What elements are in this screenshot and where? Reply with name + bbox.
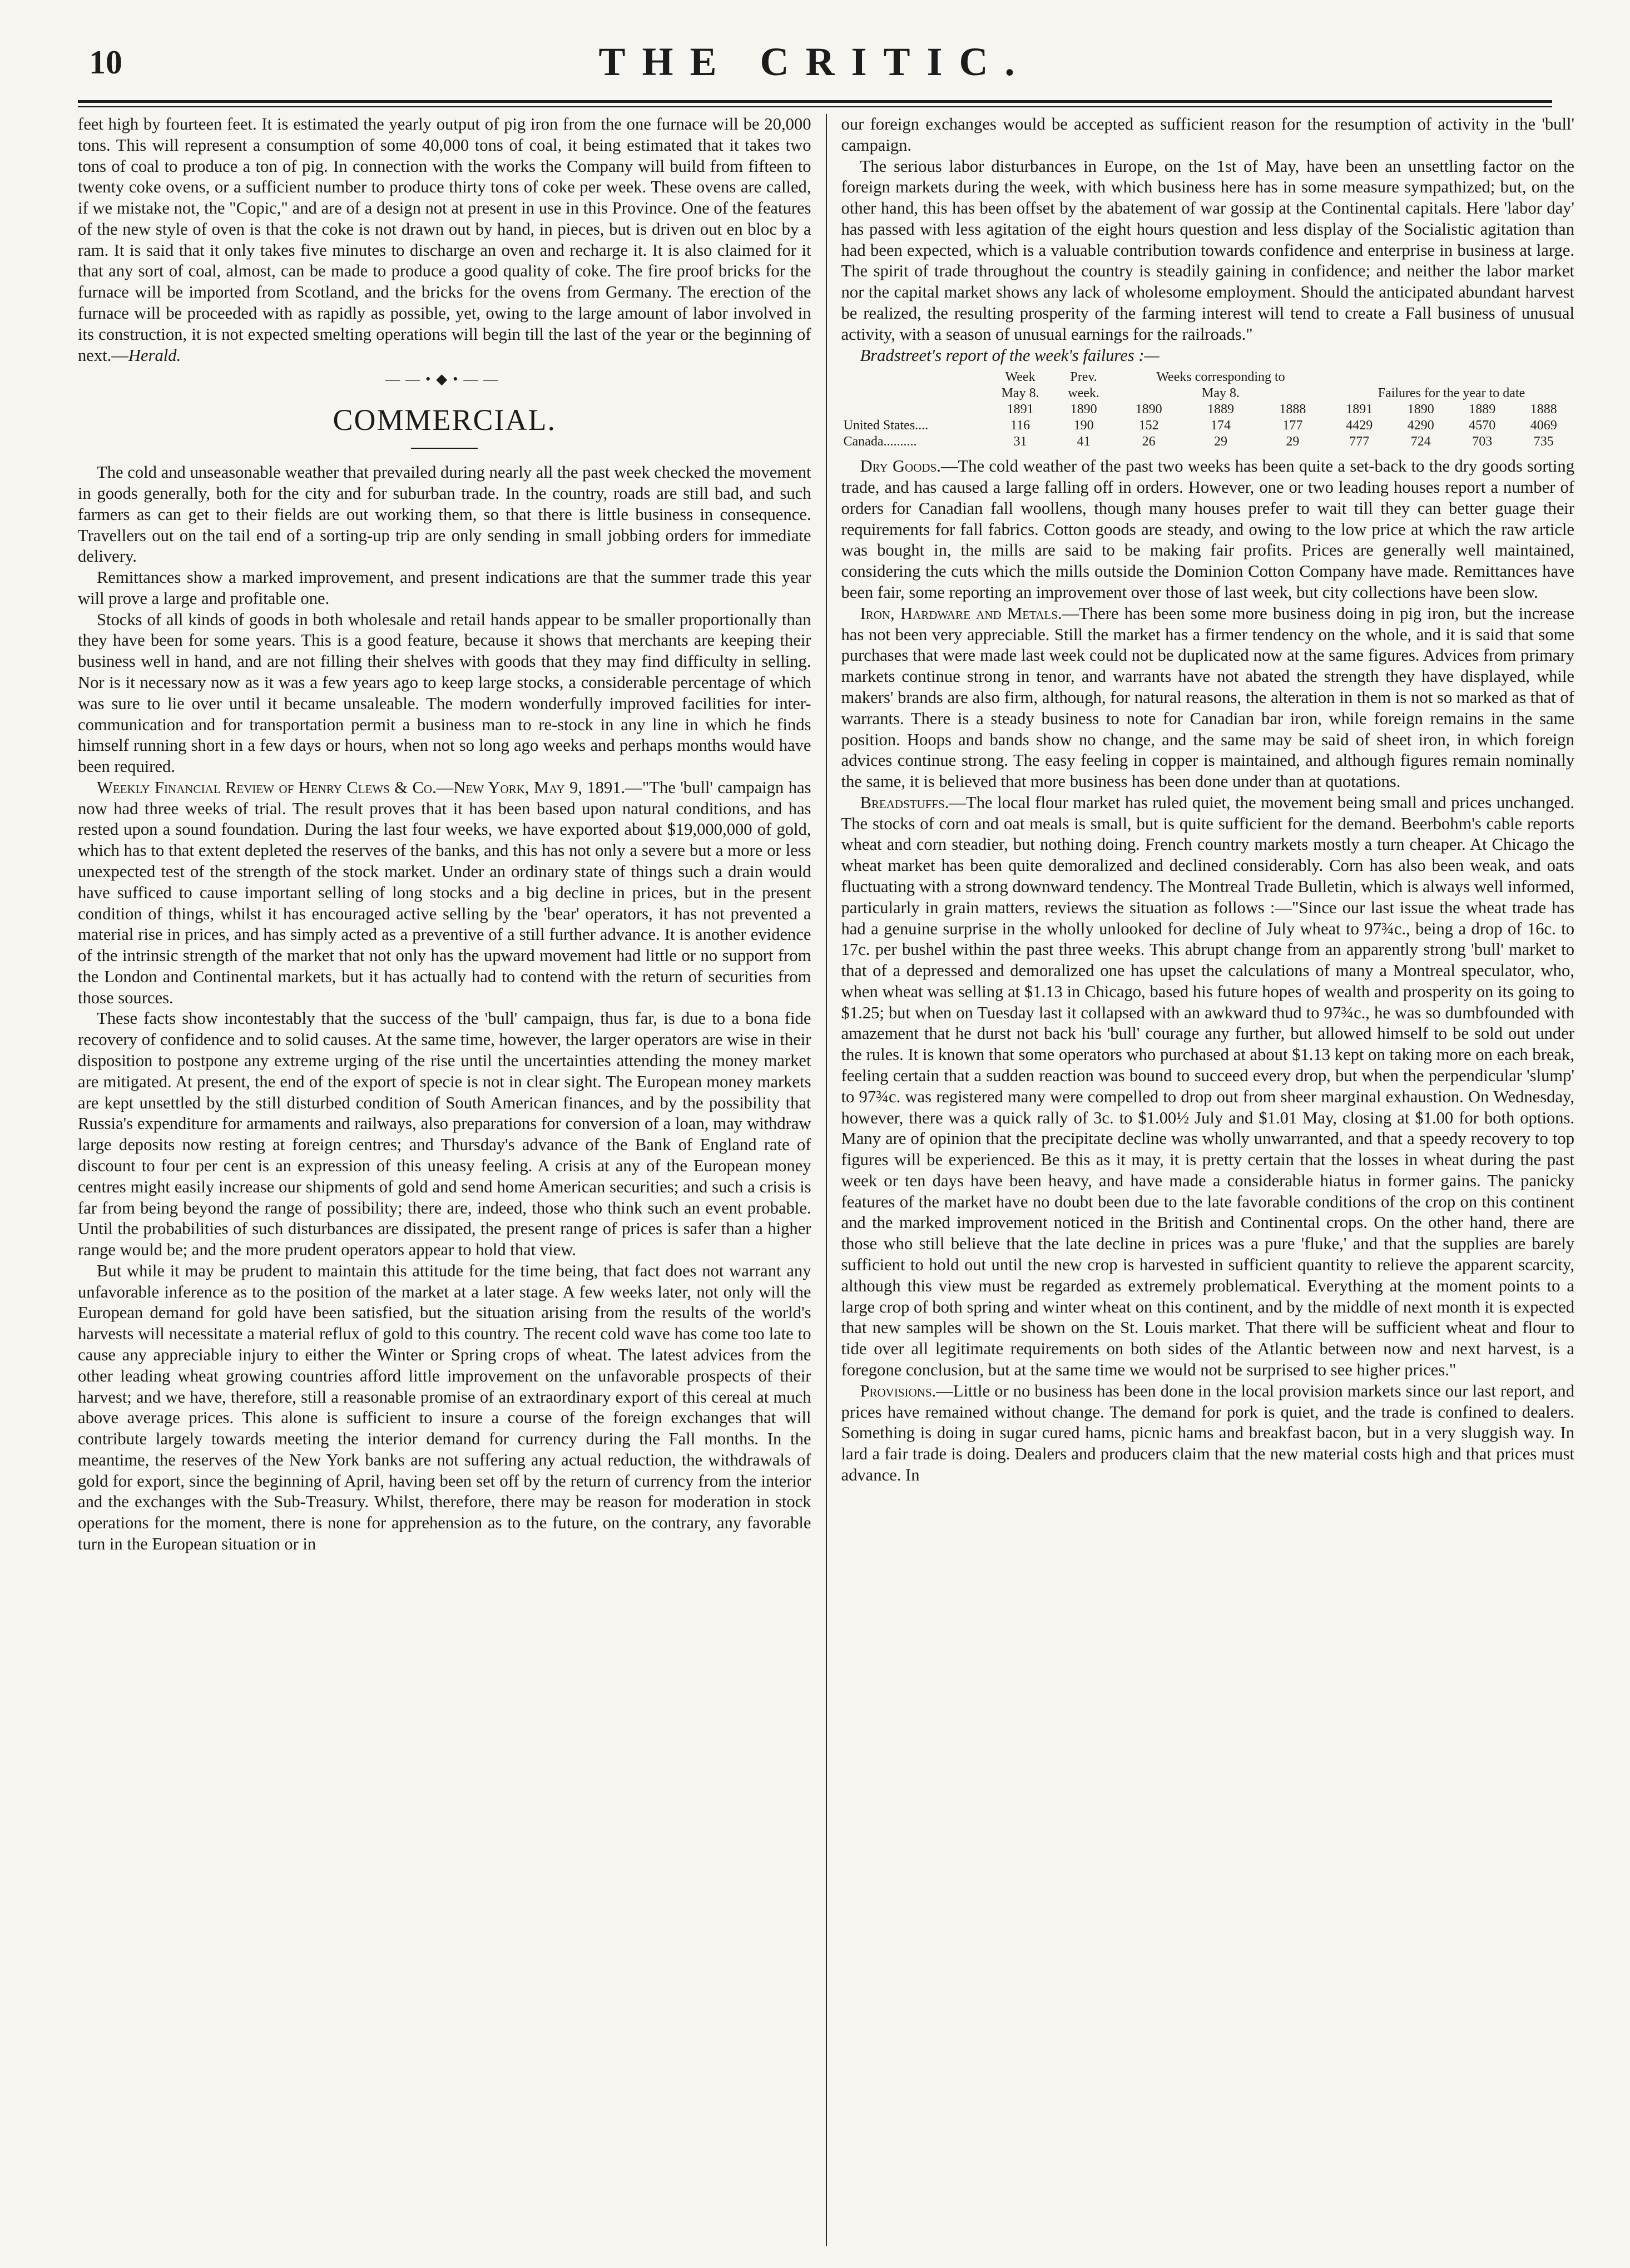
header-week2: week. — [1068, 386, 1099, 401]
masthead-rule — [78, 100, 1552, 107]
paragraph-financial-review — [78, 778, 811, 1009]
year-cell: 1888 — [1279, 402, 1306, 417]
left-column — [78, 114, 826, 2246]
table-cell: 31 — [1013, 434, 1027, 449]
paragraph-breadstuffs — [841, 793, 1575, 1381]
review-text: —"The 'bull' campaign has now had three weeks of trial. The result proves that it has been based upon natural conditions, and has rested upon a sound foundation. During the last four weeks, we have exported about $19,000,000 of gold, which has to that extent depleted the reserves of the banks, and this has not only a severe but a more or less unexpected test of the strength of the stock market. Under an ordinary state of things such a drain would have sufficed to cause important selling of long stocks and a big decline in prices, but in the present condition of things, whilst it has encouraged active selling by the 'bear' operators, it has not prevented a material rise in prices, and has simply acted as a preventive of a still further advance. It is another evidence of the intrinsic strength of the market that not only has the upward movement had little or no support from the London and Continental markets, but it has actually had to contend with the return of securities from those sources. — [78, 778, 811, 1007]
table-subheader-row — [841, 385, 1575, 402]
intro-paragraph — [78, 114, 811, 366]
provisions-lead: Provisions. — [860, 1381, 937, 1400]
paragraph-facts: These facts show incontestably that the success of the 'bull' campaign, thus far, is due to a bona fide recovery of confidence and to solid causes. At the same time, however, the larger operators are wise in their disposition to postpone any extreme urging of the rise until the uncertainties attending the money market are mitigated. At present, the end of the export of specie is not in clear sight. The European money markets are kept unsettled by the still disturbed condition of South American finances, and by the possibility that Russia's expenditure for armaments and railways, also preparations for conversion of a loan, may withdraw large deposits now resting at foreign centres; and Thursday's advance of the Bank of England rate of discount to four per cent is an expression of this uneasy feeling. A crisis at any of the European money centres might easily increase our shipments of gold and send home American securities; and such a crisis is far from being beyond the range of possibility; there are, indeed, those who think such an event probable. Until the probabilities of such disturbances are dissipated, the present range of prices is safer than a higher range would be; and the more prudent operators appear to hold that view. — [78, 1009, 811, 1260]
paragraph-continued: our foreign exchanges would be accepted as sufficient reason for the resumption of activity in the 'bull' campaign. — [841, 115, 1574, 155]
table-cell: 41 — [1077, 434, 1091, 449]
table-row-united-states — [841, 418, 1575, 434]
year-cell: 1888 — [1530, 402, 1557, 417]
header-failures-year: Failures for the year to date — [1378, 386, 1525, 401]
table-cell: 4069 — [1530, 418, 1557, 433]
paragraph-provisions — [841, 1381, 1575, 1486]
section-heading-commercial: COMMERCIAL. — [333, 403, 557, 437]
table-cell: 777 — [1349, 434, 1370, 449]
paragraph-dry-goods — [841, 456, 1575, 603]
table-cell: 703 — [1472, 434, 1493, 449]
table-header-row — [841, 369, 1575, 385]
year-cell: 1891 — [1346, 402, 1373, 417]
breadstuffs-text: —The local flour market has ruled quiet, the movement being small and prices unchanged. The stocks of corn and oat meals is small, but is quite sufficient for the demand. Beerbohm's cable reports wheat and corn steadier, but nothing doing. French country markets mostly a turn cheaper. At Chicago the wheat market has been quite demoralized and declined considerably. Corn has also been weak, and oats fluctuating with a strong downward tendency. The Montreal Trade Bulletin, which is always well informed, particularly in grain matters, reviews the situation as follows :—"Since our last issue the wheat trade has had a genuine surprise in the wholly unlooked for decline of July wheat to 97¾c., being a drop of 16c. to 17c. per bushel within the past three weeks. This abrupt change from an apparently strong 'bull' market to that of a depressed and demoralized one has upset the calculations of many a Montreal speculator, who, when wheat was selling at $1.13 in Chicago, based his future hopes of wealth and prosperity on its going to $1.25; but when on Tuesday last it collapsed with an awkward thud to 97¾c., he was so dumbfounded with amazement that he durst not back his 'bull' courage any further, but allowed himself to be sold out under the rules. It is known that some operators who purchased at about $1.13 kept on taking more on each break, feeling certain that a sudden reaction was bound to succeed every drop, but when the perpendicular 'slump' to 97¾c. was registered many were compelled to drop out from sheer marginal exhaustion. On Wednesday, however, there was a quick rally of 3c. to $1.00½ July and $1.01 May, closing at $1.00 for both options. Many are of opinion that the precipitate decline was wholly unwarranted, and that a speedy recovery to top figures will be experienced. Be this as it may, it is pretty certain that the losses in wheat during the past week or ten days have been heavy, and have made a considerable hiatus in former gains. The panicky features of the market have no doubt been due to the late favorable conditions of the crop on this continent and the marked improvement noticed in the British and Continental crops. On the other hand, there are those who still believe that the late decline in prices was a pure 'fluke,' and that the supplies are barely sufficient to hold out until the new crop is harvested in sufficient quantity to relieve the apparent scarcity, although this view must be regarded as extremely problematical. Everything at the moment points to a large crop of both spring and winter wheat on this continent, and by the middle of next month it is expected that new samples will be shown on the St. Louis market. That there will be sufficient wheat and flour to tide over all legitimate requirements on both sides of the Atlantic between now and next harvest, is a foregone conclusion, but at the same time we would not be surprised to see higher prices." — [841, 793, 1574, 1379]
table-cell: 4290 — [1407, 418, 1434, 433]
journal-title: THE CRITIC. — [598, 39, 1032, 84]
paragraph-remittances: Remittances show a marked improvement, and present indications are that the summer trade this year will prove a large and profitable one. — [78, 568, 811, 608]
dry-goods-text: —The cold weather of the past two weeks has been quite a set-back to the dry goods sorting trade, and has caused a large falling off in orders. However, one or two leading houses report a number of orders for Canadian fall woollens, though many houses prefer to wait till they can better guage their requirements for fall fabrics. Cotton goods are steady, and owing to the low price at which the raw article was bought in, the mills are said to be making fair profits. Prices are generally well maintained, considering the cuts which the mills outside the Dominion Cotton Company have made. Remittances have been fair, some reporting an improvement over those of last week, but city collections have been slow. — [841, 457, 1574, 602]
table-cell: 735 — [1533, 434, 1554, 449]
review-lead: Weekly Financial Review of Henry Clews & Co.—New York, May 9, 1891. — [97, 778, 626, 797]
table-cell: 190 — [1073, 418, 1094, 433]
table-corner-3 — [841, 402, 986, 418]
header-may8-week: May 8. — [1001, 386, 1039, 401]
row-label: Canada.......... — [843, 434, 917, 449]
paragraph-iron — [841, 603, 1575, 793]
year-cell: 1891 — [1007, 402, 1034, 417]
table-cell: 724 — [1410, 434, 1431, 449]
masthead — [67, 33, 1563, 100]
year-cell: 1890 — [1070, 402, 1097, 417]
paragraph-stocks: Stocks of all kinds of goods in both wholesale and retail hands appear to be smaller proportionally than they have been for some years. This is a good feature, because it shows that merchants are keeping their business well in hand, and are not filling their shelves with goods that they may find difficulty in selling. Nor is it necessary now as it was a few years ago to keep large stocks, a considerable percentage of which was sure to lie over until it became unsaleable. The modern wonderfully improved facilities for inter-communication and for transportation permit a business man to re-stock in any line in which he finds himself running short in a few days or hours, when not so long ago weeks and perhaps months would have been required. — [78, 610, 811, 776]
table-cell: 152 — [1138, 418, 1159, 433]
row-label: United States.... — [843, 418, 929, 433]
ornament-divider: ——•◆•—— — [385, 371, 504, 388]
header-weeks-corresponding: Weeks corresponding to — [1156, 370, 1285, 385]
breadstuffs-lead: Breadstuffs. — [860, 793, 949, 812]
table-cell: 26 — [1142, 434, 1156, 449]
table-cell: 116 — [1010, 418, 1030, 433]
year-cell: 1890 — [1135, 402, 1162, 417]
page-number: 10 — [89, 44, 122, 81]
right-column — [826, 114, 1575, 2246]
heading-rule — [411, 448, 478, 449]
table-cell: 4570 — [1469, 418, 1496, 433]
table-cell: 29 — [1286, 434, 1300, 449]
table-corner — [841, 369, 986, 385]
paragraph-but-while: But while it may be prudent to maintain this attitude for the time being, that fact does not warrant any unfavorable inference as to the position of the market at a later stage. A few weeks later, not only will the European demand for gold have been satisfied, but the situation arising from the results of the world's harvests will necessitate a material reflux of gold to this country. The recent cold wave has come too late to cause any appreciable injury to either the Winter or Spring crops of wheat. The latest advices from the other leading wheat growing countries afford little improvement on the unfavorable prospects of their harvest; and we have, therefore, still a reasonable promise of an extraordinary export of this cereal at much above average prices. This alone is sufficient to insure a course of the foreign exchanges that will contribute largely towards meeting the interior demand for currency during the Fall months. In the meantime, the reserves of the New York banks are not suffering any actual reduction, the withdrawals of gold for export, since the beginning of April, having been set off by the return of currency from the interior and the exchanges with the Sub-Treasury. Whilst, therefore, there may be reason for moderation in stock operations for the moment, there is none for apprehension as to the future, on the contrary, any favorable turn in the European situation or in — [78, 1261, 811, 1554]
year-cell: 1889 — [1469, 402, 1496, 417]
iron-lead: Iron, Hardware and Metals. — [860, 603, 1062, 623]
year-cell: 1890 — [1407, 402, 1434, 417]
intro-source: Herald. — [128, 345, 181, 365]
provisions-text: —Little or no business has been done in the local provision markets since our last report, and prices have remained without change. The demand for pork is quiet, and the trade is confined to dealers. Something is doing in sugar cured hams, picnic hams and breakfast bacon, but in a very sluggish way. In lard a fair trade is doing. Dealers and producers claim that the new material costs high and that prices must advance. In — [841, 1381, 1574, 1484]
table-years-row — [841, 402, 1575, 418]
header-empty — [1329, 369, 1574, 385]
table-cell: 174 — [1211, 418, 1231, 433]
table-row-canada — [841, 434, 1575, 450]
bradstreet-intro: Bradstreet's report of the week's failures :— — [860, 345, 1160, 365]
header-may8: May 8. — [1202, 386, 1240, 401]
intro-text: feet high by fourteen feet. It is estimated the yearly output of pig iron from the one furnace will be 20,000 tons. This will represent a consumption of some 40,000 tons of coal, it being estimated that it takes two tons of coal to produce a ton of pig. In connection with the works the Company will build from fifteen to twenty coke ovens, or a sufficient number to produce thirty tons of coke per week. These ovens are called, if we mistake not, the "Copic," and are of a design not at present in use in this Province. One of the features of the new style of oven is that the coke is not drawn out by hand, in pieces, but is driven out en bloc by a ram. It is said that it only takes five minutes to discharge an oven and recharge it. It is also claimed for it that any sort of coal, almost, can be made to produce a good quality of coke. The fire proof bricks for the furnace will be imported from Scotland, and the bricks for the ovens from Germany. The erection of the furnace will be proceeded with as rapidly as possible, yet, owing to the large amount of labor involved in its construction, it is not expected smelting operations will begin till the last of the year or the beginning of next.— — [78, 115, 811, 365]
table-cell: 4429 — [1346, 418, 1373, 433]
header-prev: Prev. — [1070, 370, 1097, 385]
article-columns — [78, 114, 1574, 2246]
table-corner-2 — [841, 385, 986, 402]
paragraph-labor: The serious labor disturbances in Europe, on the 1st of May, have been an unsettling factor on the foreign markets during the week, with which business here has in some measure sympathized; but, on the other hand, this has been offset by the abatement of war gossip at the Continental capitals. Here 'labor day' has passed with less agitation of the eight hours question and less display of the Socialistic agitation than had been expected, which is a valuable contribution towards confidence and enterprise in business at large. The spirit of trade throughout the country is steadily gaining in confidence; and neither the labor market nor the capital market shows any lack of wholesome employment. Should the anticipated abundant harvest be realized, the resulting prosperity of the farming interest will tend to create a Fall business of unusual activity, with a season of unusual earnings for the railroads." — [841, 156, 1574, 344]
year-cell: 1889 — [1207, 402, 1234, 417]
table-cell: 29 — [1214, 434, 1227, 449]
header-week: Week — [1005, 370, 1036, 385]
table-cell: 177 — [1282, 418, 1303, 433]
dry-goods-lead: Dry Goods. — [860, 457, 941, 476]
failures-table — [841, 369, 1575, 449]
paragraph-weather: The cold and unseasonable weather that prevailed during nearly all the past week checked the movement in goods generally, both for the city and for suburban trade. In the country, roads are still bad, and such farmers as can get to their fields are out working them, so that there is little business in consequence. Travellers out on the tail end of a sorting-up trip are only sending in small jobbing orders for immediate delivery. — [78, 463, 811, 566]
iron-text: —There has been some more business doing in pig iron, but the increase has not been very appreciable. Still the market has a firmer tendency on the whole, and it is said that some purchases that were made last week could not be duplicated now at the same figures. Advices from primary markets continue strong in tenor, and warrants have not abated the strength they have displayed, while makers' brands are also firm, although, for natural reasons, the alteration in them is not so marked as that of warrants. There is a steady business to note for Canadian bar iron, while foreign remains in the same position. Hoops and bands show no change, and the same may be said of sheet iron, in which foreign advices continue strong. The easy feeling in copper is maintained, and although figures remain nominally the same, it is believed that more business has been done under than at quotations. — [841, 603, 1574, 791]
